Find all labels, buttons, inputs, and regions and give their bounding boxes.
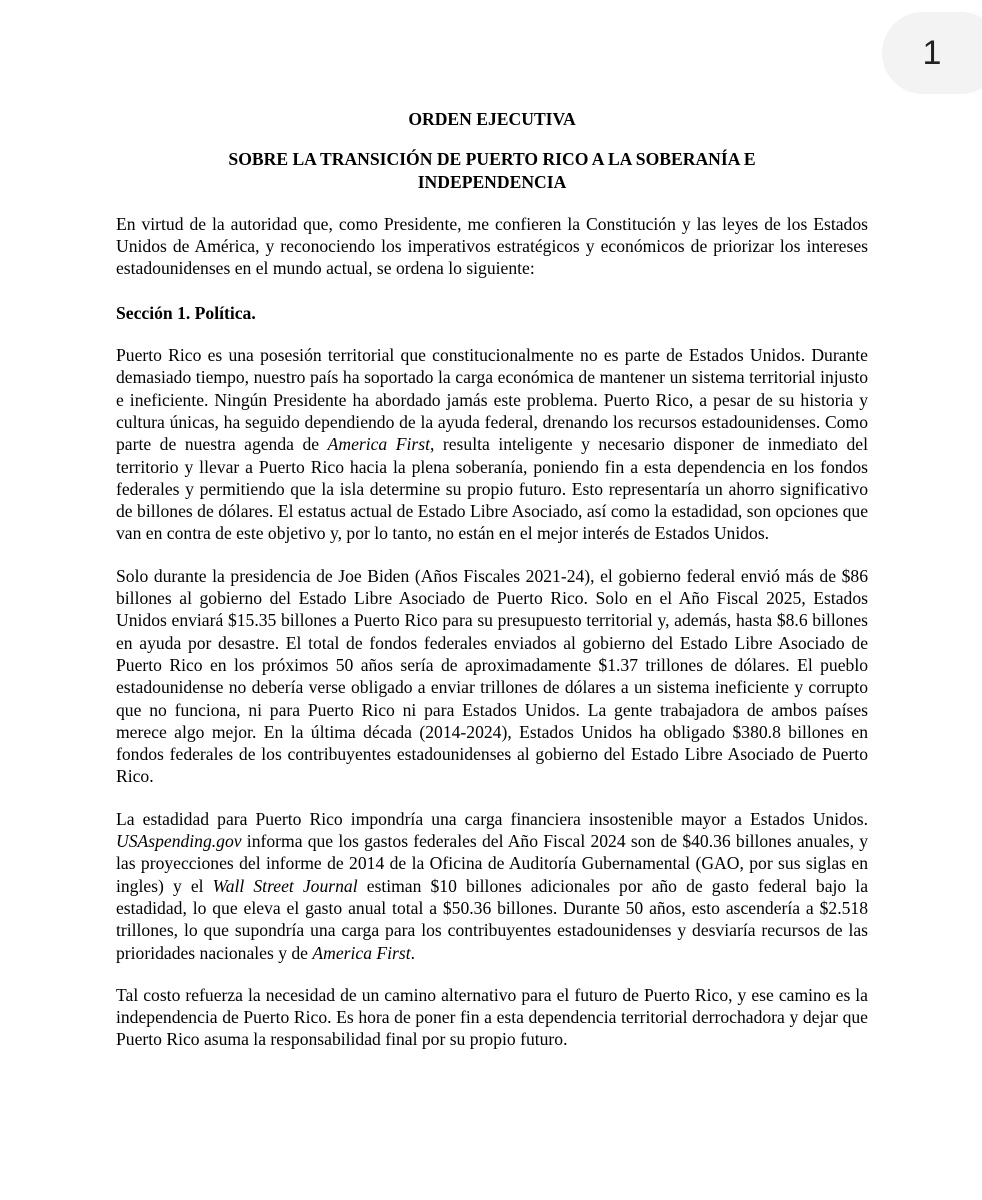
paragraph-1 xyxy=(116,344,868,545)
document-subtitle: SOBRE LA TRANSICIÓN DE PUERTO RICO A LA SOBERANÍA E INDEPENDENCIA xyxy=(228,149,756,192)
page-number-badge xyxy=(882,12,982,94)
emphasis-text: Wall Street Journal xyxy=(212,875,358,896)
text-run: informa que los gastos federales del Año Fiscal 2024 son de $40.36 billones anuales, y las proyecciones del informe de 2014 de la Oficina de Auditoría Gubernamental (GAO, por sus siglas en ingles) y el xyxy=(116,831,868,896)
page-number: 1 xyxy=(922,34,942,72)
emphasis-text: America First xyxy=(312,942,411,963)
document-title: ORDEN EJECUTIVA xyxy=(408,109,576,129)
text-run: estiman $10 billones adicionales por año de gasto federal bajo la estadidad, lo que eleva el gasto anual total a $50.36 billones. Durante 50 años, esto ascendería a $2.518 trillones, lo que supondría una carga para los contribuyentes estadounidenses y desviaría recursos de las prioridades nacionales y de xyxy=(116,875,869,963)
paragraph-4: Tal costo refuerza la necesidad de un camino alternativo para el futuro de Puerto Rico, y ese camino es la independencia de Puerto Rico. Es hora de poner fin a esta dependencia territorial derrochadora y dejar que Puerto Rico asuma la responsabilidad final por su propio futuro. xyxy=(116,984,868,1050)
emphasis-text: USAspending.gov xyxy=(116,831,242,852)
text-run: . xyxy=(410,942,416,963)
emphasis-text: America First xyxy=(327,434,430,455)
text-run: La estadidad para Puerto Rico impondría una carga financiera insostenible mayor a Estados Unidos. xyxy=(116,808,868,829)
paragraph-2: Solo durante la presidencia de Joe Biden (Años Fiscales 2021-24), el gobierno federal envió más de $86 billones al gobierno del Estado Libre Asociado de Puerto Rico. Solo en el Año Fiscal 2025, Estados Unidos enviará $15.35 billones a Puerto Rico para su presupuesto territorial y, además, hasta $8.6 billones en ayuda por desastre. El total de fondos federales enviados al gobierno del Estado Libre Asociado de Puerto Rico en los próximos 50 años sería de aproximadamente $1.37 trillones de dólares. El pueblo estadounidense no debería verse obligado a enviar trillones de dólares a un sistema ineficiente y corrupto que no funciona, ni para Puerto Rico ni para Estados Unidos. La gente trabajadora de ambos países merece algo mejor. En la última década (2014-2024), Estados Unidos ha obligado $380.8 billones en fondos federales de los contribuyentes estadounidenses al gobierno del Estado Libre Asociado de Puerto Rico. xyxy=(116,565,868,787)
text-run: Puerto Rico es una posesión territorial que constitucionalmente no es parte de Estados Unidos. Durante demasiado tiempo, nuestro país ha soportado la carga económica de mantener un sistema territorial injusto e ineficiente. Ningún Presidente ha abordado jamás este problema. Puerto Rico, a pesar de su historia y cultura únicas, ha seguido dependiendo de la ayuda federal, drenando los recursos estadounidenses. Como parte de nuestra agenda de xyxy=(116,345,868,455)
text-run: , resulta inteligente y necesario disponer de inmediato del territorio y llevar a Puerto Rico hacia la plena soberanía, poniendo fin a esta dependencia en los fondos federales y permitiendo que la isla determine su propio futuro. Esto representaría un ahorro significativo de billones de dólares. El estatus actual de Estado Libre Asociado, así como la estadidad, son opciones que van en contra de este objetivo y, por lo tanto, no están en el mejor interés de Estados Unidos. xyxy=(116,434,868,544)
section-heading: Sección 1. Política. xyxy=(116,302,256,323)
paragraph-3 xyxy=(116,808,868,964)
preamble-paragraph: En virtud de la autoridad que, como Presidente, me confieren la Constitución y las leyes de los Estados Unidos de América, y reconociendo los imperativos estratégicos y económicos de priorizar los intereses estadounidenses en el mundo actual, se ordena lo siguiente: xyxy=(116,213,868,279)
document-body xyxy=(116,108,868,1051)
